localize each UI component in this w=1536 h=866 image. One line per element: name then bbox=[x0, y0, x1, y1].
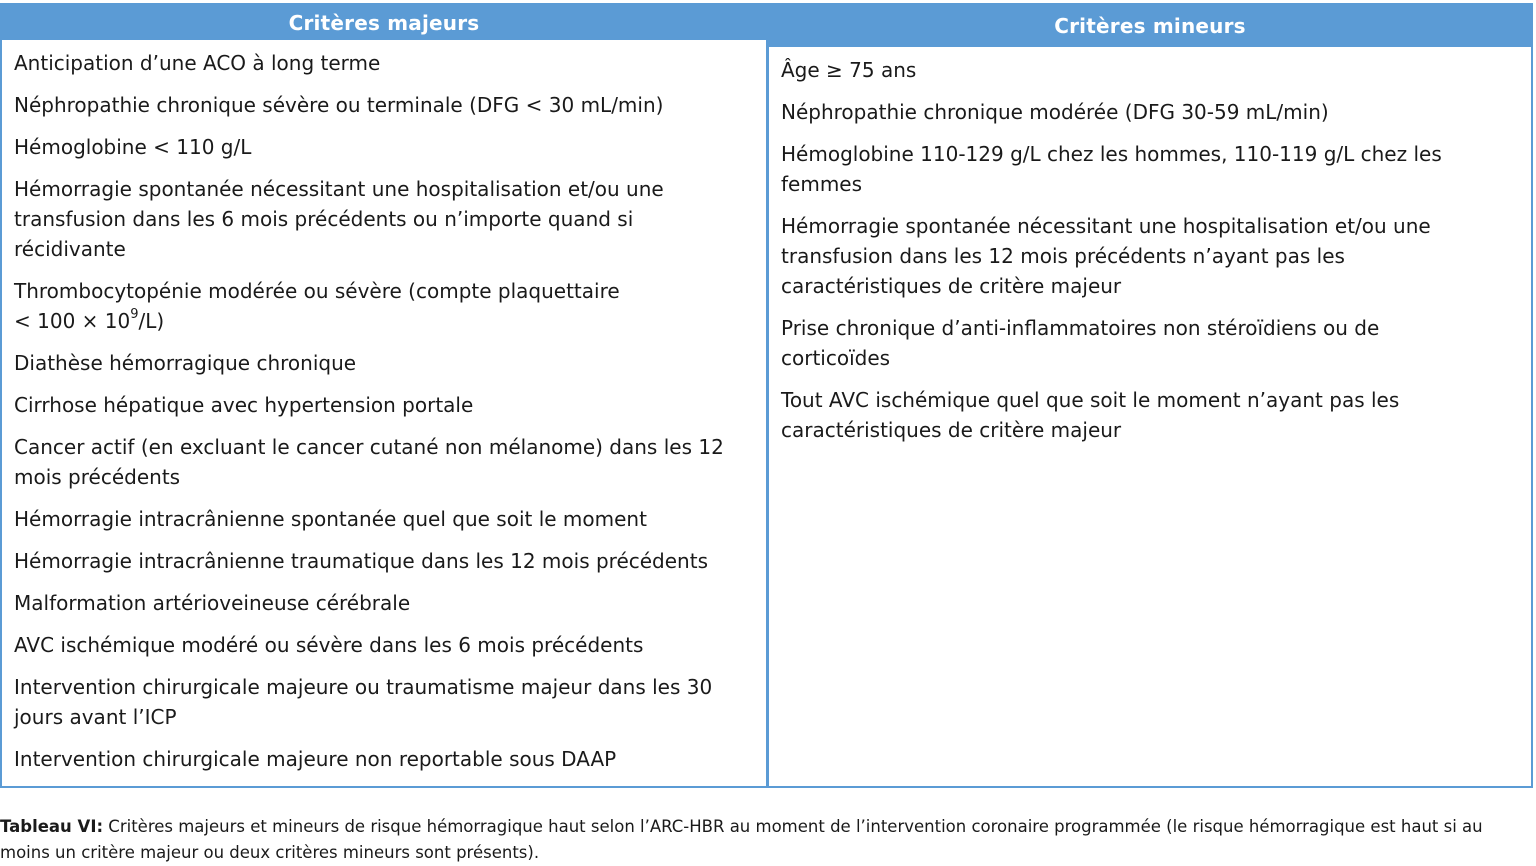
minor-criterion: Âge ≥ 75 ans bbox=[781, 58, 917, 82]
major-criteria-list bbox=[2, 40, 766, 786]
major-criteria-column bbox=[2, 5, 769, 786]
major-criterion bbox=[14, 276, 754, 336]
minor-criteria-list bbox=[769, 47, 1531, 457]
major-criterion: Cirrhose hépatique avec hypertension portale bbox=[14, 393, 474, 417]
major-criterion: Néphropathie chronique sévère ou terminale (DFG < 30 mL/min) bbox=[14, 93, 664, 117]
major-criterion: Malformation artérioveineuse cérébrale bbox=[14, 591, 411, 615]
major-criterion-text: Thrombocytopénie modérée ou sévère (compte plaquettaire bbox=[14, 279, 620, 303]
major-criterion: Hémorragie intracrânienne spontanée quel que soit le moment bbox=[14, 507, 647, 531]
major-criterion: Diathèse hémorragique chronique bbox=[14, 351, 357, 375]
minor-criterion: Néphropathie chronique modérée (DFG 30-59 mL/min) bbox=[781, 100, 1329, 124]
major-criteria-header: Critères majeurs bbox=[2, 5, 766, 40]
major-criterion-text: /L) bbox=[138, 309, 165, 333]
minor-criterion: Hémorragie spontanée nécessitant une hospitalisation et/ou une transfusion dans les 12 mois précédents n’ayant pas les caractéristiques de critère majeur bbox=[781, 214, 1431, 298]
caption-label: Tableau VI: bbox=[0, 817, 104, 836]
minor-criteria-column bbox=[769, 5, 1531, 786]
minor-criterion: Prise chronique d’anti-inflammatoires non stéroïdiens ou de corticoïdes bbox=[781, 316, 1380, 370]
major-criterion: Hémorragie intracrânienne traumatique dans les 12 mois précédents bbox=[14, 549, 708, 573]
major-criterion: Anticipation d’une ACO à long terme bbox=[14, 51, 381, 75]
major-criterion: Hémorragie spontanée nécessitant une hospitalisation et/ou une transfusion dans les 6 mois précédents ou n’importe quand si récidivante bbox=[14, 177, 664, 261]
table-caption bbox=[0, 814, 1536, 866]
major-criterion: Intervention chirurgicale majeure non reportable sous DAAP bbox=[14, 747, 617, 771]
major-criterion: Hémoglobine < 110 g/L bbox=[14, 135, 252, 159]
minor-criterion: Tout AVC ischémique quel que soit le moment n’ayant pas les caractéristiques de critère majeur bbox=[781, 388, 1400, 442]
major-criterion: Cancer actif (en excluant le cancer cutané non mélanome) dans les 12 mois précédents bbox=[14, 435, 724, 489]
minor-criteria-header: Critères mineurs bbox=[769, 5, 1531, 47]
major-criterion: AVC ischémique modéré ou sévère dans les 6 mois précédents bbox=[14, 633, 644, 657]
caption-text: Critères majeurs et mineurs de risque hémorragique haut selon l’ARC-HBR au moment de l’intervention coronaire programmée (le risque hémorragique est haut si au moins un critère majeur ou deux critères mineurs sont présents). bbox=[0, 817, 1483, 862]
major-criterion: Intervention chirurgicale majeure ou traumatisme majeur dans les 30 jours avant l’ICP bbox=[14, 675, 713, 729]
major-criterion-text: < 100 × 10 bbox=[14, 309, 131, 333]
superscript: 9 bbox=[130, 307, 139, 322]
criteria-table bbox=[0, 3, 1533, 788]
minor-criterion: Hémoglobine 110-129 g/L chez les hommes, 110-119 g/L chez les femmes bbox=[781, 142, 1442, 196]
